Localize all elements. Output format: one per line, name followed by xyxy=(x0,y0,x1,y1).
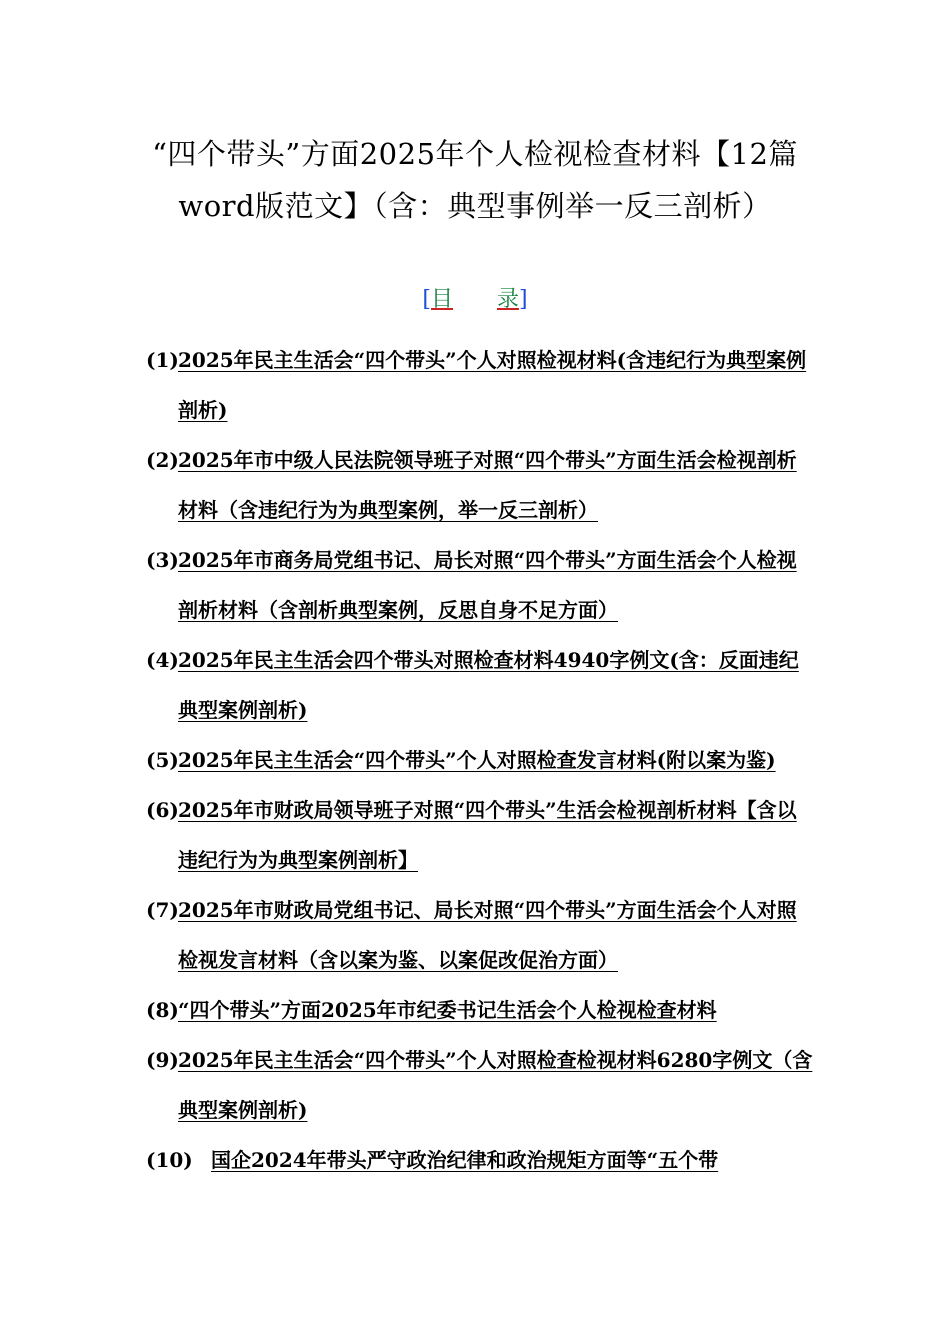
toc-item-link[interactable]: “四个带头”方面2025年市纪委书记生活会个人检视检查材料 xyxy=(178,998,717,1022)
toc-item-link[interactable]: 2025年市商务局党组书记、局长对照“四个带头”方面生活会个人检视剖析材料（含剖析典型案例，反思自身不足方面） xyxy=(178,548,797,622)
toc-item-number: (5) xyxy=(146,748,179,772)
toc-item-number: (1) xyxy=(146,348,179,372)
toc-open-bracket: [ xyxy=(422,287,431,312)
toc-close-bracket: ] xyxy=(519,287,528,312)
toc-item-3[interactable] xyxy=(146,535,814,635)
toc-item-number: (7) xyxy=(146,898,179,922)
toc-item-link[interactable]: 2025年市财政局领导班子对照“四个带头”生活会检视剖析材料【含以违纪行为为典型案例剖析】 xyxy=(178,798,797,872)
toc-item-2[interactable] xyxy=(146,435,814,535)
toc-item-9[interactable] xyxy=(146,1035,814,1135)
toc-item-number: (2) xyxy=(146,448,179,472)
toc-heading-word-1: 目 xyxy=(430,287,453,312)
toc-item-link[interactable]: 2025年民主生活会“四个带头”个人对照检查检视材料6280字例文（含典型案例剖析) xyxy=(178,1048,813,1122)
toc-item-4[interactable] xyxy=(146,635,814,735)
toc-item-10[interactable] xyxy=(146,1135,814,1185)
toc-item-5[interactable] xyxy=(146,735,814,785)
toc-item-8[interactable] xyxy=(146,985,814,1035)
toc-item-6[interactable] xyxy=(146,785,814,885)
toc-item-number: (3) xyxy=(146,548,179,572)
toc-item-7[interactable] xyxy=(146,885,814,985)
toc-list xyxy=(146,335,814,1185)
toc-item-link[interactable]: 国企2024年带头严守政治纪律和政治规矩方面等“五个带 xyxy=(211,1148,719,1172)
toc-item-link[interactable]: 2025年民主生活会“四个带头”个人对照检查发言材料(附以案为鉴) xyxy=(178,748,776,772)
toc-item-number: (9) xyxy=(146,1048,179,1072)
toc-item-number: (4) xyxy=(146,648,179,672)
toc-item-link[interactable]: 2025年市财政局党组书记、局长对照“四个带头”方面生活会个人对照检视发言材料（含以案为鉴、以案促改促治方面） xyxy=(178,898,797,972)
document-title: “四个带头”方面2025年个人检视检查材料【12篇word版范文】（含：典型事例举一反三剖析） xyxy=(152,137,798,223)
toc-item-link[interactable]: 2025年民主生活会四个带头对照检查材料4940字例文(含：反面违纪典型案例剖析) xyxy=(178,648,799,722)
toc-item-number: (6) xyxy=(146,798,179,822)
toc-heading[interactable] xyxy=(0,284,950,316)
toc-heading-word-2: 录 xyxy=(497,287,520,312)
toc-item-1[interactable] xyxy=(146,335,814,435)
toc-item-number: (10) xyxy=(146,1148,193,1172)
toc-item-link[interactable]: 2025年市中级人民法院领导班子对照“四个带头”方面生活会检视剖析材料（含违纪行为为典型案例，举一反三剖析） xyxy=(178,448,797,522)
toc-item-link[interactable]: 2025年民主生活会“四个带头”个人对照检视材料(含违纪行为典型案例剖析) xyxy=(178,348,807,422)
toc-item-number: (8) xyxy=(146,998,179,1022)
